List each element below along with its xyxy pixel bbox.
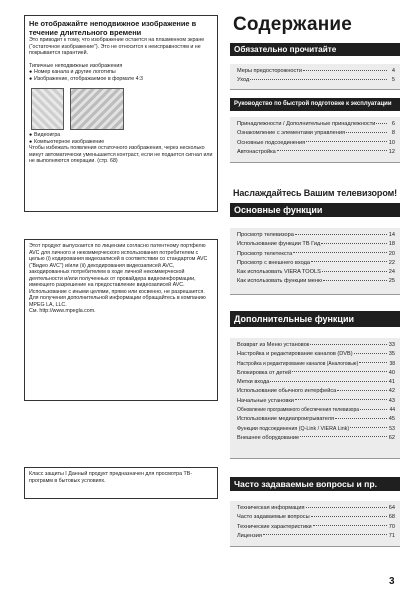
- toc-row[interactable]: Как использовать функции меню 25: [237, 278, 395, 285]
- must-read-heading: Обязательно прочитайте: [230, 43, 400, 56]
- example-images: [31, 88, 213, 130]
- toc-row[interactable]: Технические характеристики 70: [237, 523, 395, 530]
- notice-item: ● Номер канала и другие логотипы: [29, 69, 116, 76]
- toc-row[interactable]: Использование медиапроигрывателя 45: [237, 416, 395, 423]
- notice-item: ● Изображение, отображаемое в формате 4:3: [29, 75, 143, 82]
- notice-footer: Чтобы избежать появления остаточного изображения, через несколько минут автоматически уменьшается контраст, если не подается сигнал или не выполняются операции. (стр. 68): [29, 145, 213, 165]
- advanced-functions-list: [230, 338, 400, 459]
- license-text: Этот продукт выпускается по лицензии согласно патентному портфелю AVC для личного и некоммерческого использования потребителем с целью (i) кодирования видеозаписей в соответствии со стандартом AVC (“Видео AVC”) и/или (ii) декодирования видеозаписей AVC, закодированных потребителем в ходе личной некоммерческой деятельности и/или полученных от провайдера видеоинформации, имеющего разрешение на предоставление видеозаписей AVC. Использование с иными целями, прямо или косвенно, не разрешается.: [29, 243, 208, 295]
- toc-row[interactable]: Метки входа 41: [237, 379, 395, 386]
- page-number: 3: [389, 576, 395, 587]
- avc-license-box: [24, 239, 218, 401]
- toc-row[interactable]: Основные подсоединения 10: [237, 139, 395, 146]
- toc-row[interactable]: Автонастройка 12: [237, 148, 395, 155]
- toc-row[interactable]: Обновление программного обеспечения телевизора 44: [237, 407, 395, 414]
- toc-row[interactable]: Техническая информация 64: [237, 505, 395, 511]
- quick-start-list: [230, 117, 400, 163]
- toc-row[interactable]: Ознакомление с элементами управления 8: [237, 130, 395, 137]
- toc-row[interactable]: Настройка и редактирование каналов (Аналоговые) 38: [237, 360, 395, 367]
- toc-row[interactable]: Внешнее оборудование 62: [237, 434, 395, 441]
- safety-text: Класс защиты I Данный продукт предназначен для просмотра ТВ-программ в бытовых условиях.: [29, 471, 193, 484]
- toc-row[interactable]: Уход 5: [237, 77, 395, 84]
- faq-list: [230, 501, 400, 547]
- license-more: Для получения дополнительной информации обращайтесь в компанию MPEG LA, LLC.: [29, 295, 206, 308]
- toc-row[interactable]: Начальные установки 43: [237, 397, 395, 404]
- notice-intro: Это приводит к тому, что изображение остается на плазменном экране (“остаточное изображение”). Это не относится к неисправностям и не покрывается гарантией.: [29, 37, 205, 57]
- toc-row[interactable]: Блокировка от детей 40: [237, 369, 395, 376]
- page-title: Содержание: [233, 14, 353, 35]
- videogame-thumbnail: [31, 88, 64, 130]
- notice-typical-label: Типичные неподвижные изображения: [29, 62, 123, 69]
- toc-row[interactable]: Просмотр с внешнего входа 22: [237, 259, 395, 266]
- toc-row[interactable]: Использование обычного интерфейса 42: [237, 388, 395, 395]
- faq-heading: Часто задаваемые вопросы и пр.: [230, 477, 400, 491]
- toc-row[interactable]: Функции подсоединения (Q-Link / VIERA Link) 53: [237, 425, 395, 432]
- safety-class-box: [24, 467, 218, 499]
- still-image-notice-box: [24, 15, 218, 212]
- toc-row[interactable]: Принадлежности / Дополнительные принадлежности 6: [237, 121, 395, 127]
- quick-start-heading: Руководство по быстрой подготовке к эксплуатации: [230, 98, 400, 111]
- toc-row[interactable]: Как использовать VIERA TOOLS 24: [237, 269, 395, 276]
- slogan: Наслаждайтесь Вашим телевизором!: [233, 188, 398, 198]
- toc-row[interactable]: Возврат из Меню установок 33: [237, 342, 395, 348]
- advanced-functions-heading: Дополнительные функции: [230, 311, 400, 327]
- notice-item: ● Компьютерное изображение: [29, 138, 105, 145]
- notice-item: ● Видеоигра: [29, 132, 61, 139]
- notice-heading: Не отображайте неподвижное изображение в течение длительного времени: [29, 19, 197, 38]
- toc-row[interactable]: Использование функции ТВ Гид 18: [237, 241, 395, 248]
- computer-image-thumbnail: [70, 88, 124, 130]
- toc-row[interactable]: Настройка и редактирование каналов (DVB) 35: [237, 351, 395, 358]
- toc-row[interactable]: Меры предосторожности 4: [237, 68, 395, 74]
- toc-row[interactable]: Просмотр телевизора 14: [237, 232, 395, 238]
- toc-row[interactable]: Лицензия 71: [237, 532, 395, 539]
- must-read-list: [230, 64, 400, 90]
- basic-functions-heading: Основные функции: [230, 203, 400, 217]
- license-link: См. http://www.mpegla.com.: [29, 308, 96, 314]
- basic-functions-list: [230, 228, 400, 295]
- toc-row[interactable]: Часто задаваемые вопросы 68: [237, 514, 395, 521]
- toc-row[interactable]: Просмотр телетекста 20: [237, 250, 395, 257]
